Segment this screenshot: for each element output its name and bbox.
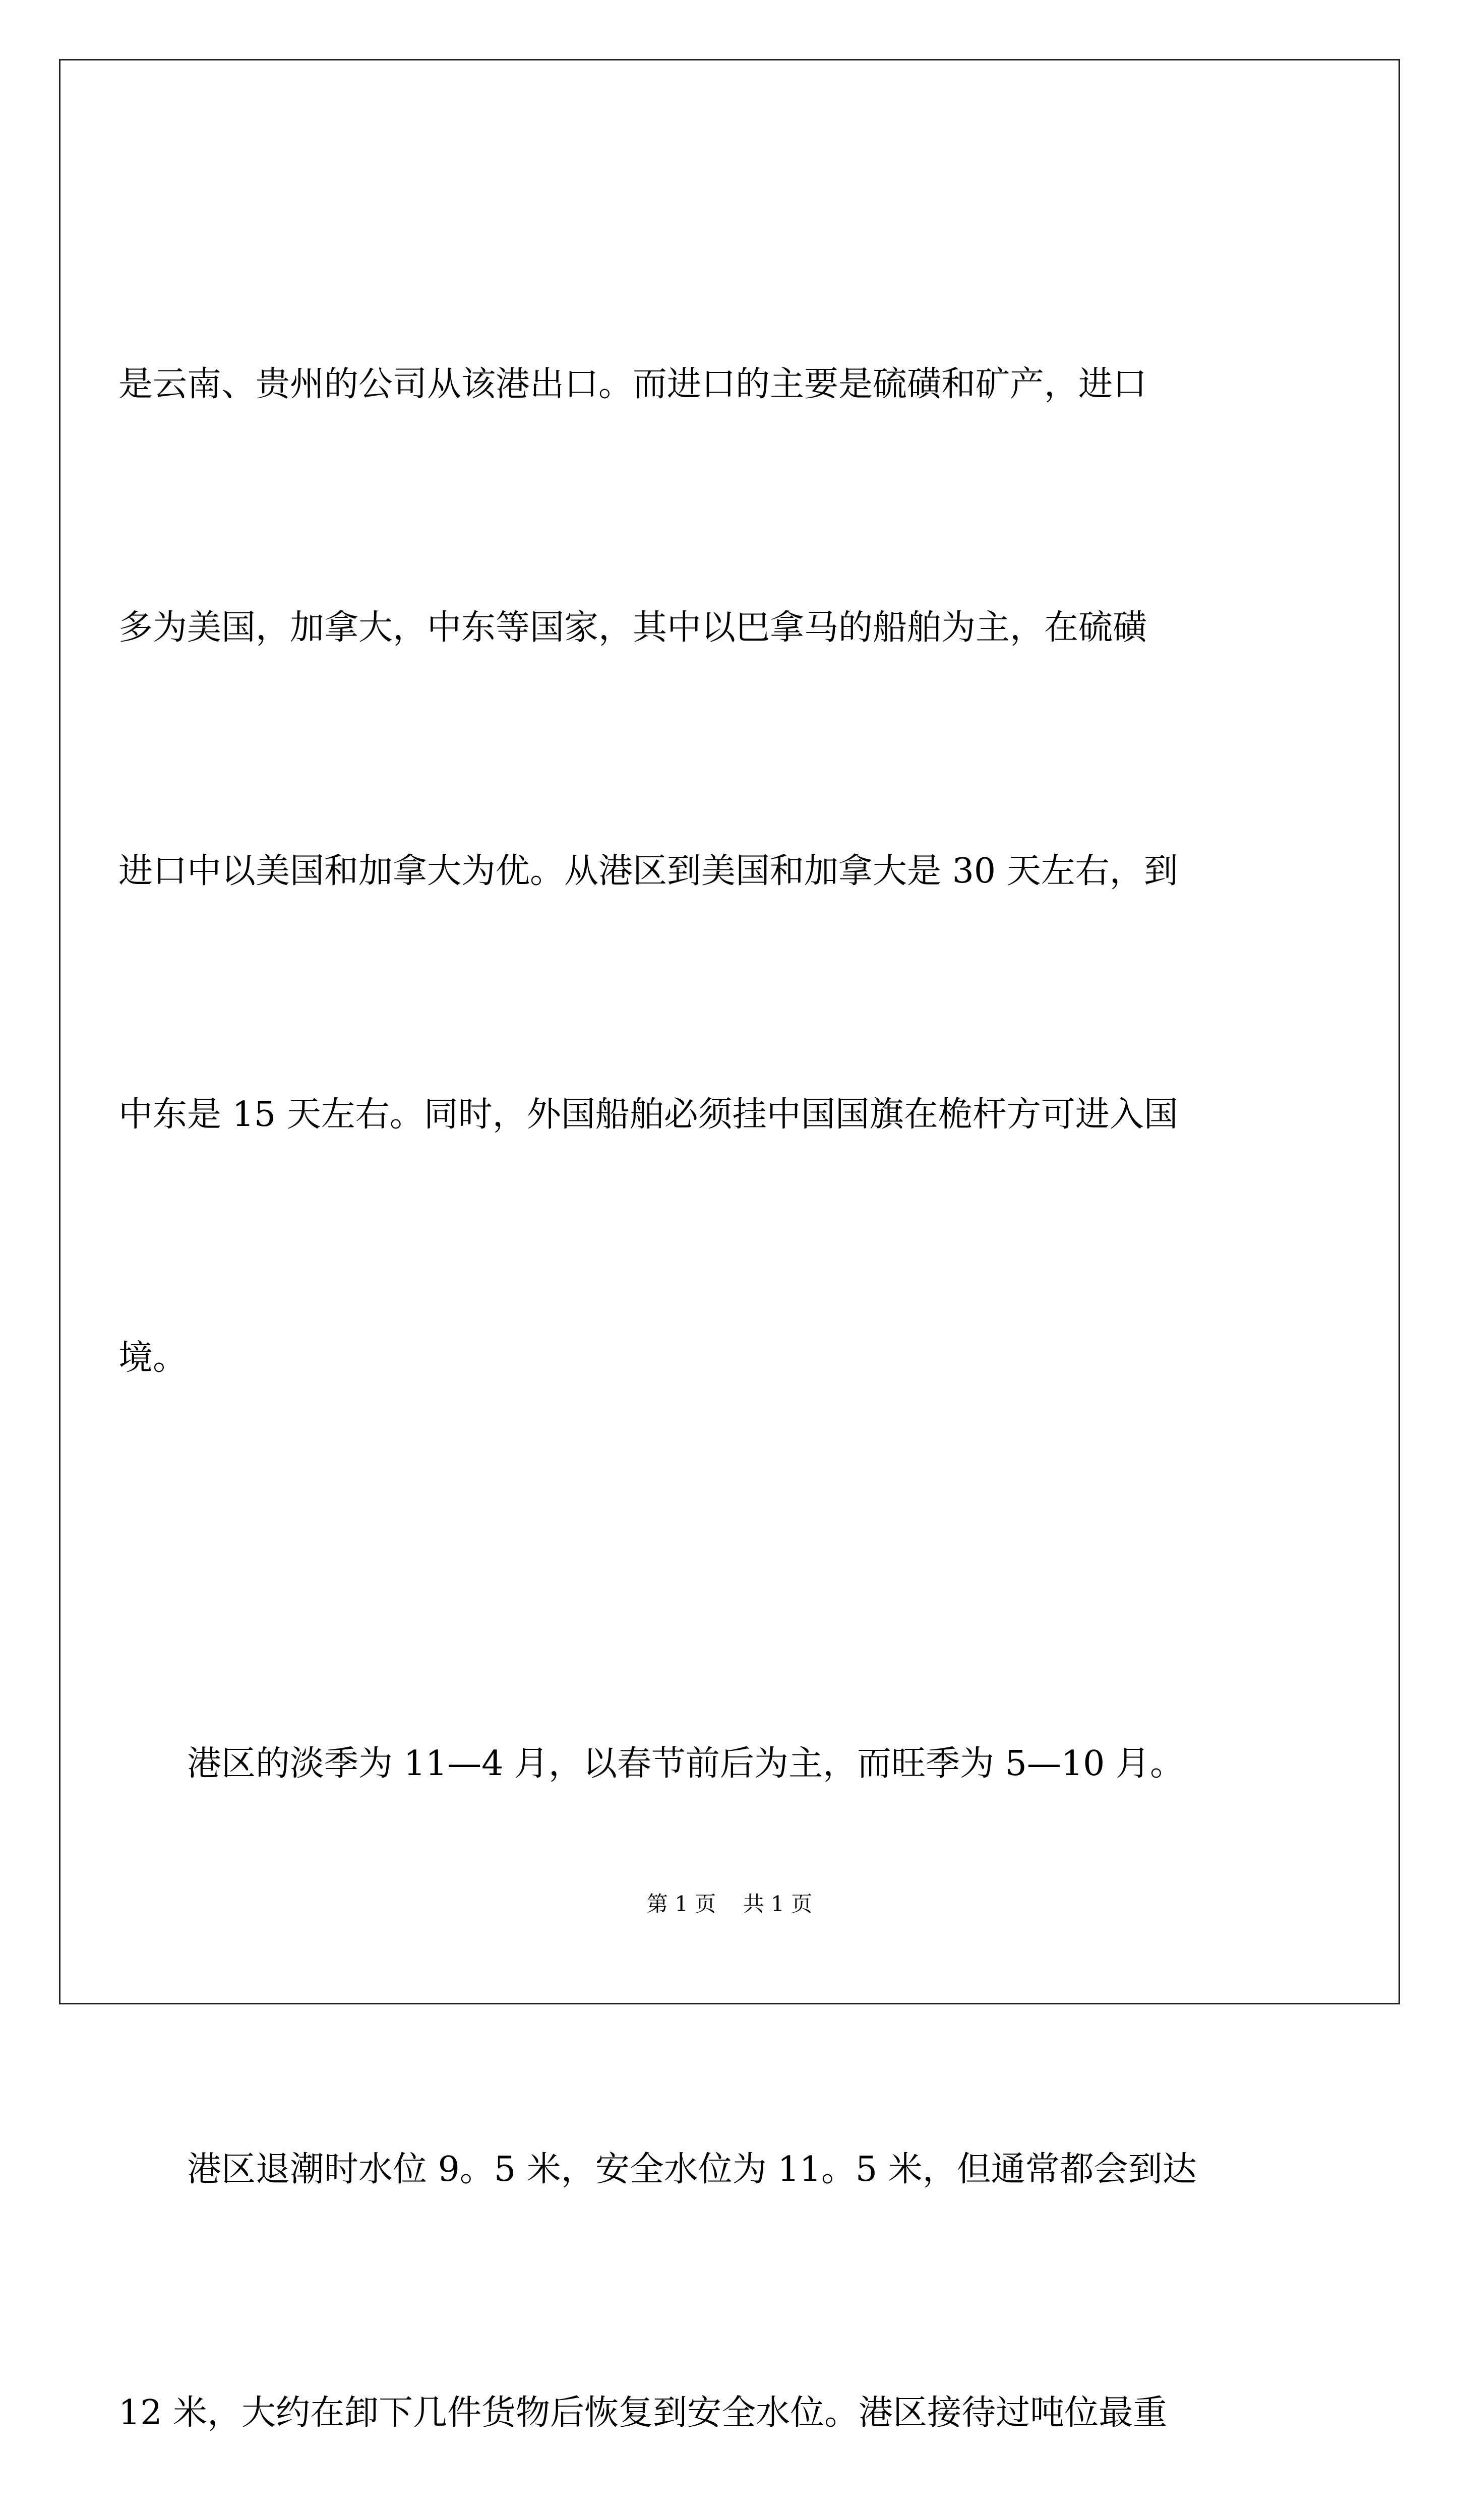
paragraph-3 <box>118 1967 1288 2520</box>
footer-gap <box>716 1892 743 1916</box>
text-line: 港区退潮时水位 9。5 米，安全水位为 11。5 米，但通常都会到达 <box>187 2150 1197 2189</box>
text-line: 12 米，大约在卸下几件货物后恢复到安全水位。港区接待过吨位最重 <box>118 2393 1168 2433</box>
page-total: 共 1 页 <box>743 1892 813 1916</box>
text-line: 中东是 15 天左右。同时，外国船舶必须挂中国国旗在桅杆方可进入国 <box>118 1095 1178 1135</box>
text-line: 多为美国，加拿大，中东等国家，其中以巴拿马的船舶为主，在硫磺 <box>118 608 1147 648</box>
page-number: 第 1 页 <box>646 1892 716 1916</box>
paragraph-1 <box>118 181 1288 1561</box>
text-line: 港区的淡季为 11—4 月，以春节前后为主，而旺季为 5—10 月。 <box>187 1744 1185 1784</box>
text-line: 是云南、贵州的公司从该港出口。而进口的主要是硫磺和矿产，进口 <box>118 364 1147 404</box>
text-line: 境。 <box>118 1338 188 1378</box>
page-footer <box>0 1887 1459 1918</box>
document-body <box>118 181 1288 2520</box>
text-line: 进口中以美国和加拿大为优。从港区到美国和加拿大是 30 天左右，到 <box>118 851 1178 891</box>
